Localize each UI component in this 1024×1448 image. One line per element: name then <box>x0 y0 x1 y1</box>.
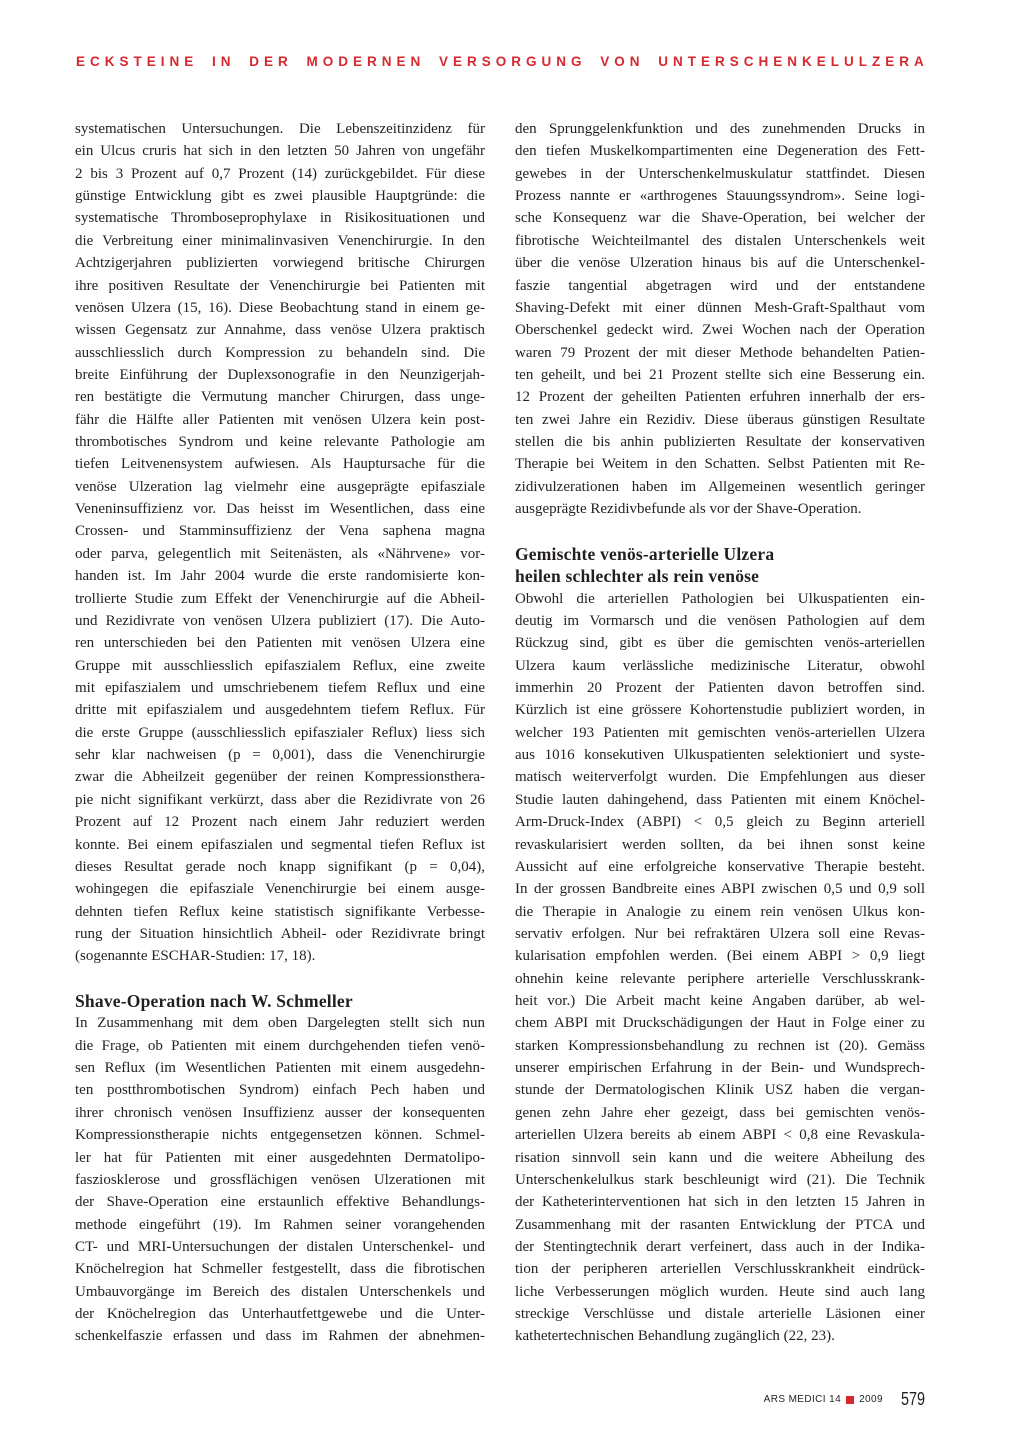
text-line: der Knöchelregion das Unterhautfettgewebe und die Unter- <box>75 1306 485 1323</box>
text-line: dritte mit epifaszialem und ausgedehntem tiefem Reflux. Für <box>75 702 485 719</box>
text-line: immerhin 20 Prozent der Patienten davon betroffen sind. <box>515 679 925 696</box>
text-line: streckige Verschlüsse und distale arterielle Läsionen einer <box>515 1306 925 1323</box>
text-line: tion der peripheren arteriellen Verschlusskrankheit eindrück- <box>515 1261 925 1278</box>
text-line: Obwohl die arteriellen Pathologien bei Ulkuspatienten ein- <box>515 590 925 607</box>
text-line: ten geheilt, und bei 21 Prozent stellte sich eine Besserung ein. <box>515 366 925 383</box>
red-square-icon <box>846 1396 854 1404</box>
text-line: kularisation empfohlen werden. (Bei einem ABPI > 0,9 liegt <box>515 948 925 965</box>
text-line: die Frage, ob Patienten mit einem durchgehenden tiefen venö- <box>75 1037 485 1054</box>
left-column <box>75 118 485 1348</box>
text-line: waren 79 Prozent der mit dieser Methode behandelten Patien- <box>515 344 925 361</box>
text-line: Kompressionstherapie nichts entgegensetzen können. Schmel- <box>75 1127 485 1144</box>
text-line: sche Konsequenz war die Shave-Operation, bei welcher der <box>515 210 925 227</box>
text-line: fähr die Hälfte aller Patienten mit venösen Ulzera kein post- <box>75 411 485 428</box>
text-line: breite Einführung der Duplexsonografie in den Neunzigerjah- <box>75 366 485 383</box>
text-line: dieses Resultat gerade noch knapp signifikant (p = 0,04), <box>75 858 485 875</box>
text-line: Aussicht auf eine erfolgreiche konservative Therapie besteht. <box>515 858 925 875</box>
text-line: systematischen Untersuchungen. Die Lebenszeitinzidenz für <box>75 121 485 137</box>
text-line: genen zehn Jahre eher gezeigt, dass bei gemischten venös- <box>515 1104 925 1121</box>
text-line: Rückzug sind, gibt es über die gemischten venös-arteriellen <box>515 635 925 652</box>
text-line: mit epifaszialem und umschriebenem tiefem Reflux und eine <box>75 679 485 696</box>
running-head: ECKSTEINE IN DER MODERNEN VERSORGUNG VON UNTERSCHENKELULZERA <box>76 54 929 69</box>
text-line: konnte. Bei einem epifaszialen und segmental tiefen Reflux ist <box>75 836 485 853</box>
text-line: ihrer chronisch venösen Insuffizienz ausser der konsequenten <box>75 1104 485 1121</box>
page-number: 579 <box>900 1389 925 1409</box>
text-line: zidivulzerationen haben im Allgemeinen wesentlich geringer <box>515 478 925 495</box>
text-line: gewebes in der Unterschenkelmuskulatur stattfindet. Diesen <box>515 165 925 182</box>
heading-line: Shave-Operation nach W. Schmeller <box>75 991 353 1012</box>
text-line: Ulzera kaum verlässliche medizinische Literatur, obwohl <box>515 657 925 674</box>
text-line: servativ erfolgen. Nur bei refraktären Ulzera soll eine Revas- <box>515 925 925 942</box>
text-line: die erste Gruppe (ausschliesslich epifaszialer Reflux) liess sich <box>75 724 485 741</box>
text-line: der Shave-Operation eine erstaunlich effektive Behandlungs- <box>75 1194 485 1211</box>
text-line: In der grossen Bandbreite eines ABPI zwischen 0,5 und 0,9 soll <box>515 881 925 898</box>
text-line: chem ABPI mit Druckschädigungen der Haut in Folge einer zu <box>515 1015 925 1032</box>
paragraph <box>75 118 485 968</box>
text-line: ohnehin keine relevante periphere arterielle Verschlusskrank- <box>515 970 925 987</box>
text-line: sen Reflux (im Wesentlichen Patienten mit einem ausgedehn- <box>75 1060 485 1077</box>
text-line: handen ist. Im Jahr 2004 wurde die erste randomisierte kon- <box>75 568 485 585</box>
text-line: ten postthrombotischen Syndrom) einfach Pech haben und <box>75 1082 485 1099</box>
text-line: stellen die bis anhin publizierten Resultate der konservativen <box>515 434 925 451</box>
text-line: rung der Situation hinsichtlich Abheil- oder Rezidivrate bringt <box>75 925 485 942</box>
text-line: Knöchelregion hat Schmeller festgestellt, dass die fibrotischen <box>75 1261 485 1278</box>
text-line: Gruppe mit ausschliesslich epifaszialem Reflux, eine zweite <box>75 657 485 674</box>
text-line: und Rezidivrate von venösen Ulzera publiziert (17). Die Auto- <box>75 612 485 629</box>
text-line: Shaving-Defekt mit einer dünnen Mesh-Graft-Spalthaut vom <box>515 299 925 316</box>
text-line: deutig im Vormarsch und die venösen Pathologien auf dem <box>515 612 925 629</box>
text-line: Umbauvorgänge im Bereich des distalen Unterschenkels und <box>75 1283 485 1300</box>
journal-name: ARS MEDICI <box>763 1394 826 1405</box>
text-line: der Stentingtechnik derart verfeinert, dass auch in der Indika- <box>515 1238 925 1255</box>
text-line: ihre positiven Resultate der Venenchirurgie bei Patienten mit <box>75 277 485 294</box>
text-line: Zusammenhang mit der rasanten Entwicklung der PTCA und <box>515 1216 925 1233</box>
text-line: kathetertechnischen Behandlung zugänglich (22, 23). <box>515 1328 835 1345</box>
text-line: ausschliesslich durch Kompression zu behandeln sind. Die <box>75 344 485 361</box>
paragraph <box>515 588 925 1348</box>
text-line: venöse Ulzeration lag vielmehr eine ausgeprägte epifasziale <box>75 478 485 495</box>
text-line: ein Ulcus cruris hat sich in den letzten 50 Jahren von ungefähr <box>75 143 485 160</box>
text-line: Prozent auf 12 Prozent nach einem Jahr reduziert werden <box>75 814 485 831</box>
text-line: aus 1016 konsekutiven Ulkuspatienten selektioniert und syste- <box>515 747 925 764</box>
text-line: (sogenannte ESCHAR-Studien: 17, 18). <box>75 948 316 965</box>
text-line: wohingegen die epifasziale Venenchirurgie bei einem ausge- <box>75 881 485 898</box>
section-heading <box>515 543 925 588</box>
text-line: Studie lauten dahingehend, dass Patienten mit einem Knöchel- <box>515 791 925 808</box>
text-line: Oberschenkel gedeckt wird. Zwei Wochen nach der Operation <box>515 322 925 339</box>
text-line: die Therapie in Analogie zu einem rein venösen Ulkus kon- <box>515 903 925 920</box>
text-line: fasziosklerose und grossflächigen venösen Ulzerationen mit <box>75 1171 485 1188</box>
text-line: Therapie bei Weitem in den Schatten. Selbst Patienten mit Re- <box>515 456 925 473</box>
text-line: In Zusammenhang mit dem oben Dargelegten stellt sich nun <box>75 1015 485 1032</box>
text-line: 2 bis 3 Prozent auf 0,7 Prozent (14) zurückgebildet. Für diese <box>75 165 485 182</box>
right-column <box>515 118 925 1348</box>
text-line: über die venöse Ulzeration hinaus bis auf die Unterschenkel- <box>515 255 925 272</box>
text-line: systematische Thromboseprophylaxe in Risikosituationen und <box>75 210 485 227</box>
text-line: zwar die Abheilzeit gegenüber der reinen Kompressionsthera- <box>75 769 485 786</box>
text-line: Unterschenkelulkus stark beschleunigt wird (21). Die Technik <box>515 1171 925 1188</box>
text-line: den tiefen Muskelkompartimenten eine Degeneration des Fett- <box>515 143 925 160</box>
text-line: Crossen- und Stamminsuffizienz der Vena saphena magna <box>75 523 485 540</box>
text-line: thrombotisches Syndrom und keine relevante Pathologie am <box>75 434 485 451</box>
paragraph <box>75 1012 485 1347</box>
text-line: ten zwei Jahre ein Rezidiv. Diese überaus günstigen Resultate <box>515 411 925 428</box>
text-line: starken Kompressionsbehandlung zu rechnen ist (20). Gemäss <box>515 1037 925 1054</box>
text-line: fibrotische Weichteilmantel des distalen Unterschenkels weit <box>515 232 925 249</box>
text-line: tiefen Leitvenensystem aufwiesen. Als Hauptursache für die <box>75 456 485 473</box>
text-line: sehr klar nachweisen (p = 0,001), dass die Venenchirurgie <box>75 747 485 764</box>
text-line: Prozess nannte er «arthrogenes Stauungssyndrom». Seine logi- <box>515 188 925 205</box>
text-line: revaskularisiert werden sollten, da bei ihnen sonst keine <box>515 836 925 853</box>
page-footer <box>764 1389 925 1410</box>
heading-line: Gemischte venös-arterielle Ulzera <box>515 543 775 564</box>
text-line: den Sprunggelenkfunktion und des zunehmenden Drucks in <box>515 121 925 137</box>
text-line: ren unterschieden bei den Patienten mit venösen Ulzera eine <box>75 635 485 652</box>
text-line: ren bestätigte die Vermutung mancher Chirurgen, dass unge- <box>75 389 485 406</box>
text-line: CT- und MRI-Untersuchungen der distalen Unterschenkel- und <box>75 1238 485 1255</box>
text-line: welcher 193 Patienten mit gemischten venös-arteriellen Ulzera <box>515 724 925 741</box>
text-line: arteriellen Ulzera bereits ab einem ABPI < 0,8 eine Revaskula- <box>515 1127 925 1144</box>
text-line: unserer empirischen Erfahrung in der Bein- und Wundsprech- <box>515 1060 925 1077</box>
text-line: trollierte Studie zum Effekt der Venenchirurgie auf die Abheil- <box>75 590 485 607</box>
text-line: venösen Ulzera (15, 16). Diese Beobachtung stand in einem ge- <box>75 299 485 316</box>
paragraph <box>515 118 925 520</box>
text-line: wissen Gegensatz zur Annahme, dass venöse Ulzera praktisch <box>75 322 485 339</box>
section-heading <box>75 990 485 1012</box>
text-line: pie nicht signifikant verkürzt, dass aber die Rezidivrate von 26 <box>75 791 485 808</box>
text-line: Kürzlich ist eine grössere Kohortenstudie publiziert worden, in <box>515 702 925 719</box>
text-line: Veneninsuffizienz vor. Das heisst im Wesentlichen, dass eine <box>75 501 485 518</box>
text-line: matisch weiterverfolgt wurden. Die Empfehlungen aus dieser <box>515 769 925 786</box>
text-line: günstige Entwicklung gibt es zwei plausible Hauptgründe: die <box>75 188 485 205</box>
text-line: dehnten tiefen Reflux keine statistisch signifikante Verbesse- <box>75 903 485 920</box>
text-line: schenkelfaszie erfassen und dass im Rahmen der abnehmen- <box>75 1328 485 1345</box>
text-line: faszie tangential abgetragen wird und der entstandene <box>515 277 925 294</box>
text-line: stunde der Dermatologischen Klinik USZ haben die vergan- <box>515 1082 925 1099</box>
text-line: ausgeprägte Rezidivbefunde als vor der Shave-Operation. <box>515 501 862 518</box>
text-line: liche Verbesserungen möglich wurden. Heute sind auch lang <box>515 1283 925 1300</box>
text-line: oder parva, gelegentlich mit Seitenästen, als «Nährvene» vor- <box>75 545 485 562</box>
publication-year: 2009 <box>859 1394 883 1405</box>
text-line: Arm-Druck-Index (ABPI) < 0,5 gleich zu Beginn arteriell <box>515 814 925 831</box>
text-line: ler hat für Patienten mit einer ausgedehnten Dermatolipo- <box>75 1149 485 1166</box>
text-line: methode eingeführt (19). Im Rahmen seiner vorangehenden <box>75 1216 485 1233</box>
text-line: heit vor.) Die Arbeit macht keine Angaben darüber, ab wel- <box>515 993 925 1010</box>
issue-number: 14 <box>829 1394 842 1405</box>
text-line: 12 Prozent der geheilten Patienten erfuhren innerhalb der ers- <box>515 389 925 406</box>
journal-info <box>764 1389 841 1410</box>
text-line: der Katheterinterventionen hat sich in den letzten 15 Jahren in <box>515 1194 925 1211</box>
text-line: Achtzigerjahren publizierten vorwiegend britische Chirurgen <box>75 255 485 272</box>
text-line: die Verbreitung einer minimalinvasiven Venenchirurgie. In den <box>75 232 485 249</box>
heading-line: heilen schlechter als rein venöse <box>515 566 760 587</box>
text-line: risation sinnvoll sein kann und die weitere Abheilung des <box>515 1149 925 1166</box>
